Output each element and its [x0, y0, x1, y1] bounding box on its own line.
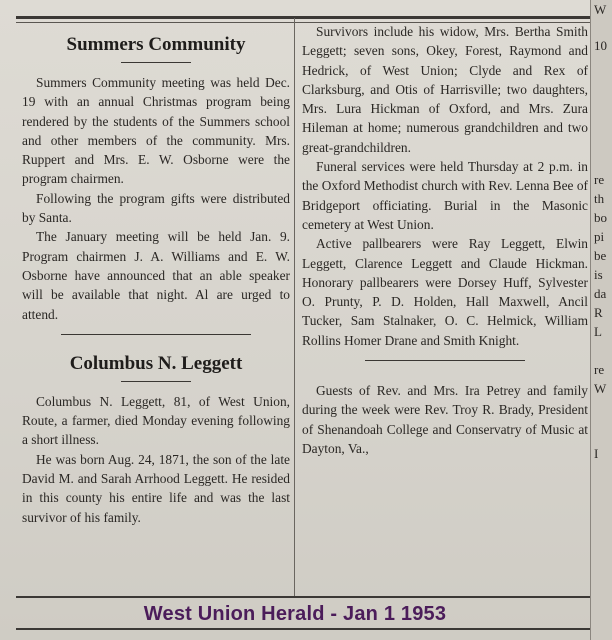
- edge-fragment: W: [594, 2, 607, 17]
- edge-fragment: pi: [594, 229, 605, 244]
- survivors-paragraph: Survivors include his widow, Mrs. Bertha Smith Leggett; seven sons, Okey, Forest, Raymond and Hedrick, of West Union; Clyde and Rex of Clarksburg, and Otis of Harrisville; two daughters, Mrs. Lura Hickman of Oxford, and Mrs. Zura Hileman at home; numerous grandchildren and two great-grandchildren.: [302, 24, 588, 155]
- pallbearers-paragraph: Active pallbearers were Ray Leggett, Elwin Leggett, Clarence Leggett and Claude Hickman. Honorary pallbearers were Dorsey Huff, Sylvester O. Prunty, P. D. Holden, Hall Maxwell, Ancil Tucker, Sam Stalnaker, O. C. Helmick, William Rollins Homer Drane and Smith Knight.: [302, 236, 588, 348]
- funeral-paragraph: Funeral services were held Thursday at 2 p.m. in the Oxford Methodist church with Rev. Lenna Bee of Bridgeport officiating. Burial in the Masonic cemetery at West Union.: [302, 159, 588, 232]
- leggett-headline: Columbus N. Leggett: [69, 352, 243, 374]
- summers-headline: Summers Community: [66, 34, 246, 55]
- summers-paragraph-3: The January meeting will be held Jan. 9. Program chairmen J. A. Williams and E. W. Osborne have announced that an able speaker will be available that night. Al are urged to attend.: [22, 229, 290, 322]
- edge-fragment: R: [594, 305, 603, 320]
- edge-fragment: 10: [594, 38, 607, 53]
- guests-paragraph: Guests of Rev. and Mrs. Ira Petrey and family during the week were Rev. Troy R. Brady, President of Shenandoah College and Conservatry of Music at Dayton, Va.,: [302, 383, 588, 456]
- right-column: [302, 22, 588, 458]
- column-divider: [294, 18, 295, 598]
- edge-fragment: I: [594, 446, 599, 461]
- edge-fragment: re: [594, 362, 605, 377]
- footer-rule-top: [16, 596, 590, 598]
- edge-fragment: bo: [594, 210, 607, 225]
- left-column: [22, 30, 290, 527]
- summers-paragraph-1: Summers Community meeting was held Dec. 19 with an annual Christmas program being rendered by the students of the Summers school and other members of the community. Mrs. Ruppert and Mrs. E. W. Osborne were the program chairmen.: [22, 75, 290, 187]
- summers-paragraph-2: Following the program gifts were distributed by Santa.: [22, 190, 290, 226]
- footer-rule-bottom: [16, 628, 590, 630]
- headline-rule: [121, 381, 191, 382]
- top-rule: [16, 16, 590, 19]
- edge-fragment: re: [594, 172, 605, 187]
- section-divider: [61, 334, 251, 335]
- edge-fragment: th: [594, 191, 605, 206]
- edge-fragment: L: [594, 324, 602, 339]
- edge-fragment: da: [594, 286, 607, 301]
- headline-rule: [121, 62, 191, 63]
- edge-fragment: W: [594, 381, 607, 396]
- section-divider: [365, 360, 525, 361]
- source-caption: West Union Herald - Jan 1 1953: [143, 603, 447, 625]
- leggett-paragraph-1: Columbus N. Leggett, 81, of West Union, Route, a farmer, died Monday evening following a short illness.: [22, 393, 290, 448]
- edge-fragment: is: [594, 267, 603, 282]
- leggett-paragraph-2: He was born Aug. 24, 1871, the son of the late David M. and Sarah Arrhood Leggett. He resided in this county his entire life and was the last survivor of his family.: [22, 451, 290, 525]
- edge-fragment: be: [594, 248, 607, 263]
